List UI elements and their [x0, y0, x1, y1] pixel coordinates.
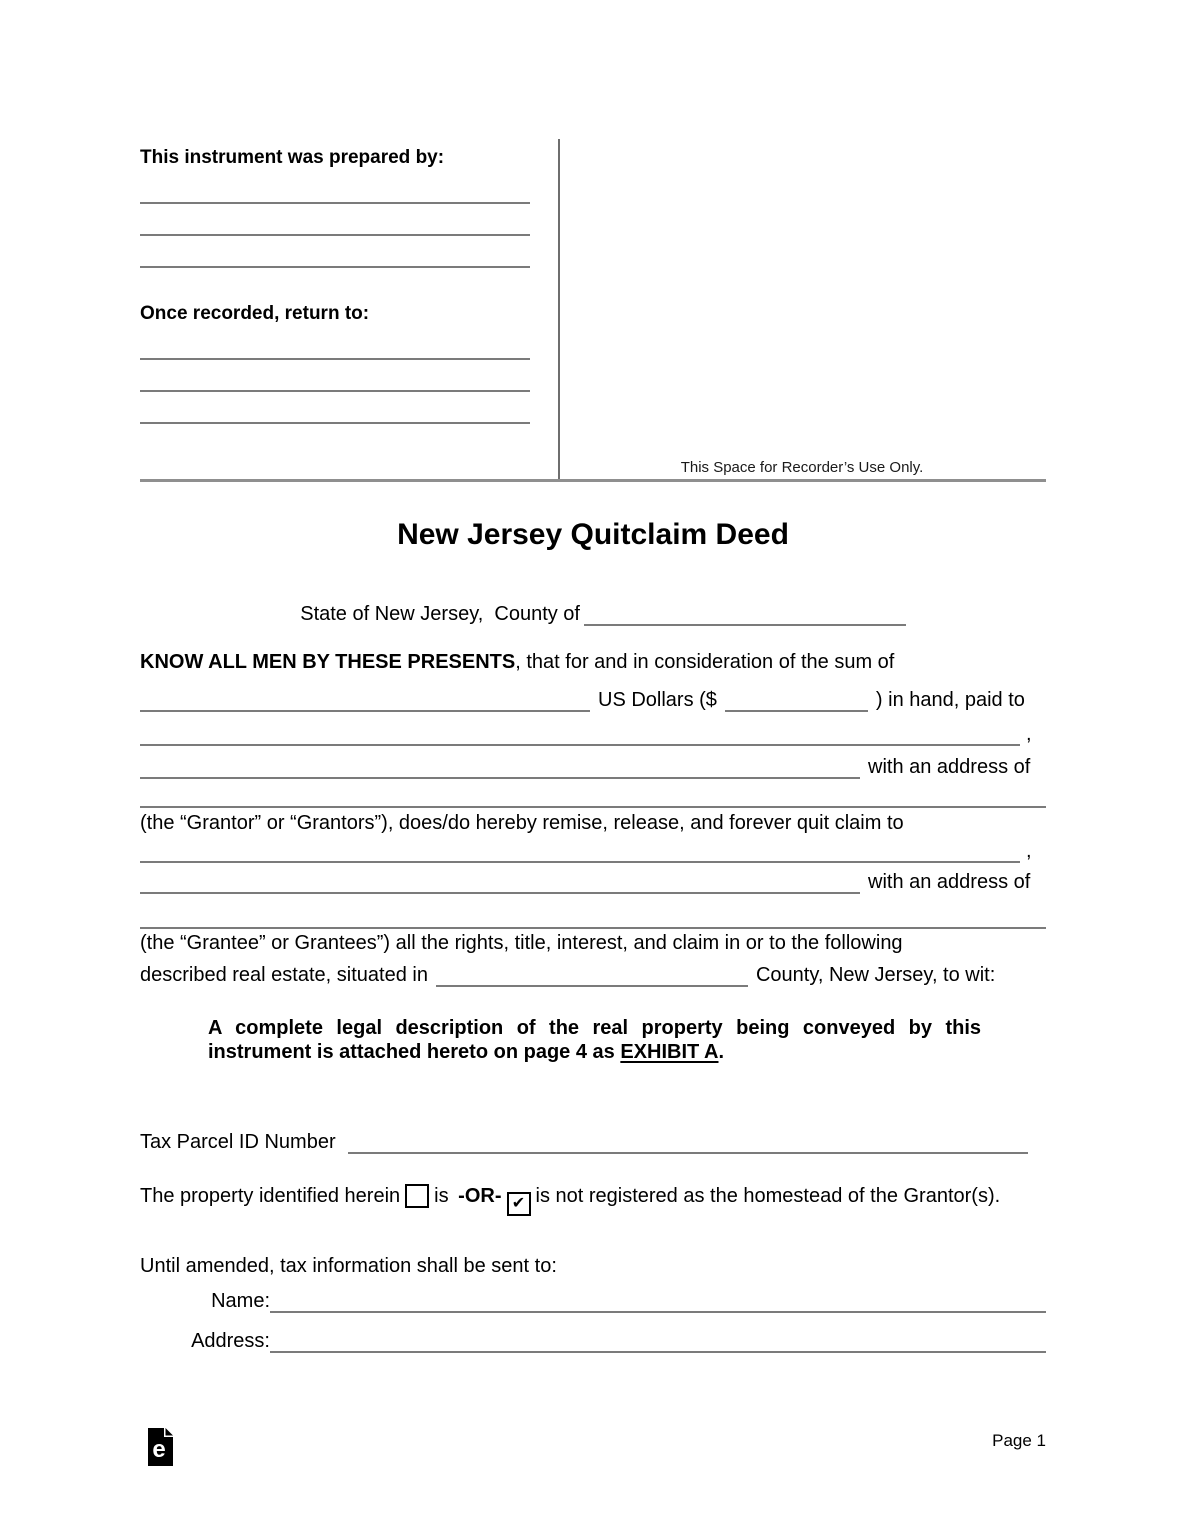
until-amended-row	[140, 1254, 1046, 1278]
grantor-address-blank[interactable]	[140, 786, 1046, 808]
homestead-row	[140, 1184, 1046, 1216]
exhibit-period: .	[718, 1041, 725, 1063]
grantee-name-blank[interactable]	[140, 841, 1020, 863]
exhibit-a-link: EXHIBIT A	[620, 1041, 719, 1063]
grantor-name-row	[140, 722, 1046, 746]
grantor-clause-row	[140, 811, 1046, 835]
situated-prefix: described real estate, situated in	[140, 964, 428, 986]
homestead-or-label: -OR-	[458, 1185, 502, 1207]
tax-name-blank[interactable]	[270, 1291, 1046, 1313]
return-to-line-3[interactable]	[140, 422, 530, 424]
know-presents-bold: KNOW ALL MEN BY THESE PRESENTS	[140, 651, 516, 673]
homestead-checkbox-registered[interactable]	[405, 1184, 429, 1208]
legal-line-2-prefix: instrument is attached hereto on page 4 as	[208, 1041, 615, 1063]
prepared-by-line-3[interactable]	[140, 266, 530, 268]
prepared-by-line-1[interactable]	[140, 202, 530, 204]
until-amended-label: Until amended, tax information shall be sent to:	[140, 1255, 557, 1277]
comma-1: ,	[1026, 723, 1032, 745]
tax-parcel-label: Tax Parcel ID Number	[140, 1131, 336, 1153]
homestead-prefix: The property identified herein	[140, 1185, 401, 1207]
homestead-checkbox-not-registered[interactable]: ✔	[507, 1192, 531, 1216]
with-address-label-1: with an address of	[868, 756, 1031, 778]
tax-name-label: Name:	[211, 1290, 270, 1312]
recorder-use-note: This Space for Recorder’s Use Only.	[680, 459, 924, 476]
grantee-clause-row	[140, 931, 1046, 955]
grantor-name-blank[interactable]	[140, 724, 1020, 746]
page-title: New Jersey Quitclaim Deed	[397, 518, 789, 551]
sum-words-blank[interactable]	[140, 690, 590, 712]
sum-amount-blank[interactable]	[725, 690, 868, 712]
return-to-line-1[interactable]	[140, 358, 530, 360]
situated-suffix: County, New Jersey, to wit:	[755, 964, 996, 986]
know-presents-rest: , that for and in consideration of the sum of	[515, 651, 895, 673]
situated-county-blank[interactable]	[436, 965, 748, 987]
page-number: Page 1	[992, 1431, 1046, 1450]
tax-parcel-blank[interactable]	[348, 1132, 1028, 1154]
tax-address-label: Address:	[191, 1330, 270, 1352]
homestead-is-label: is	[434, 1185, 449, 1207]
grantee-clause-text: (the “Grantee” or Grantees”) all the rights, title, interest, and claim in or to the following	[140, 932, 903, 954]
return-to-line-2[interactable]	[140, 390, 530, 392]
tax-address-blank[interactable]	[270, 1331, 1046, 1353]
legal-description-line-2	[208, 1039, 981, 1065]
grantee-address-intro-row	[140, 870, 1046, 894]
grantee-name-row	[140, 839, 1046, 863]
grantor-address-row	[140, 784, 1046, 808]
state-county-label: State of New Jersey, County of	[300, 603, 580, 625]
comma-2: ,	[1026, 840, 1032, 862]
us-dollars-label: US Dollars ($	[598, 689, 717, 711]
return-to-label: Once recorded, return to:	[140, 303, 370, 324]
state-county-line	[278, 580, 906, 649]
header-bottom-rule	[140, 479, 1046, 482]
county-blank[interactable]	[584, 604, 906, 626]
tax-address-row	[140, 1329, 1046, 1353]
in-hand-label: ) in hand, paid to	[875, 689, 1025, 711]
grantee-name-blank-2[interactable]	[140, 872, 860, 894]
grantee-address-blank[interactable]	[140, 907, 1046, 929]
prepared-by-line-2[interactable]	[140, 234, 530, 236]
legal-description-line-1: A complete legal description of the real property being conveyed by this	[208, 1017, 981, 1039]
dollars-line	[140, 688, 1046, 712]
grantor-address-intro-row	[140, 755, 1046, 779]
homestead-suffix: is not registered as the homestead of the Grantor(s).	[535, 1185, 1001, 1207]
prepared-by-label: This instrument was prepared by:	[140, 147, 445, 168]
grantor-clause-text: (the “Grantor” or “Grantors”), does/do hereby remise, release, and forever quit claim to	[140, 812, 904, 834]
recorder-box-divider	[558, 139, 560, 481]
situated-row	[140, 963, 1046, 987]
tax-parcel-row	[140, 1130, 1046, 1154]
with-address-label-2: with an address of	[868, 871, 1031, 893]
tax-name-row	[140, 1289, 1046, 1313]
grantee-address-row	[140, 905, 1046, 929]
logo-letter: e	[152, 1436, 166, 1463]
grantor-name-blank-2[interactable]	[140, 757, 860, 779]
consideration-line	[140, 650, 1046, 674]
